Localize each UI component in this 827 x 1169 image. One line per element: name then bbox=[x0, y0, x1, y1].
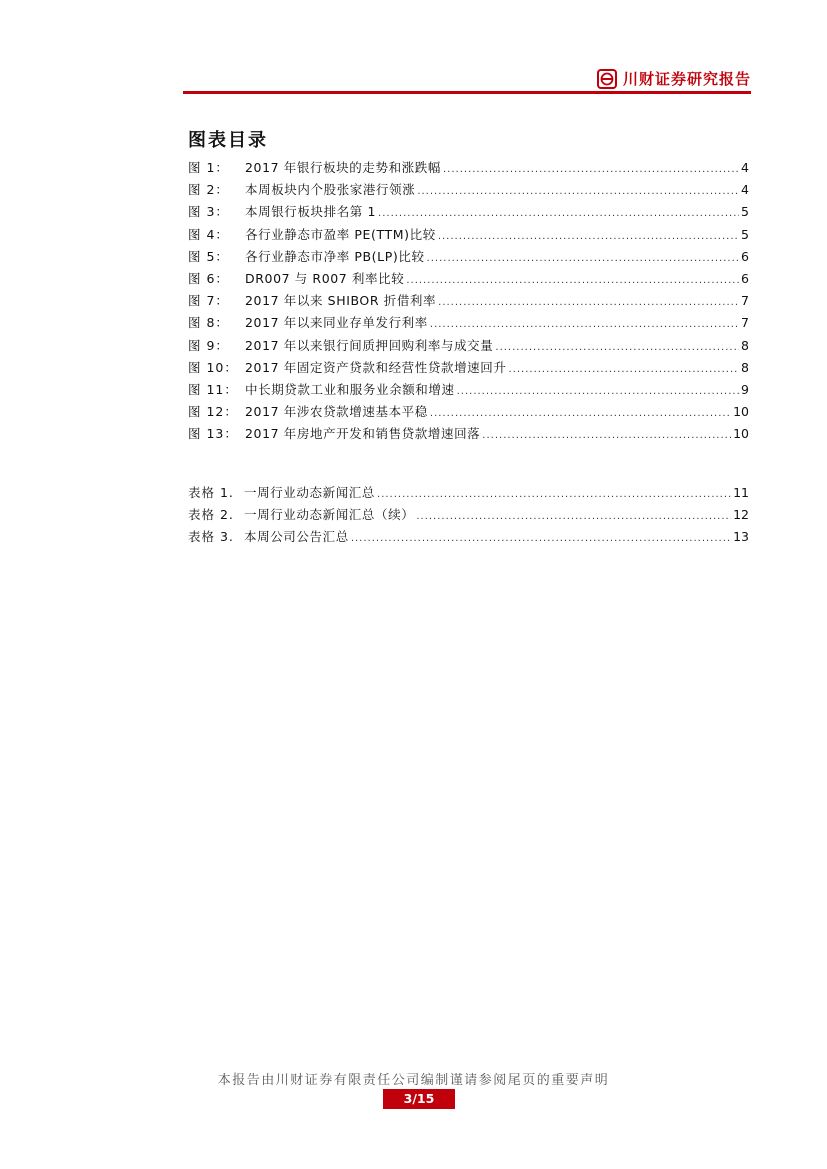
entry-page: 10 bbox=[733, 426, 749, 442]
entry-label: 图 1： bbox=[188, 160, 229, 175]
entry-label: 表格 1. bbox=[188, 485, 234, 500]
figure-entry[interactable] bbox=[188, 336, 749, 358]
page-number: 3/15 bbox=[383, 1089, 455, 1109]
entry-label: 图 4： bbox=[188, 226, 229, 242]
entry-label: 图 10： bbox=[188, 359, 238, 375]
entry-title: 2017 年以来同业存单发行利率 bbox=[245, 315, 428, 331]
entry-title: 本周银行板块排名第 1 bbox=[245, 204, 377, 220]
entry-label: 图 6： bbox=[188, 270, 229, 286]
entry-label: 图 8： bbox=[188, 315, 229, 331]
entry-page: 7 bbox=[741, 293, 749, 309]
entry-label: 图 2： bbox=[188, 182, 229, 198]
leader-dots bbox=[495, 342, 739, 353]
leader-dots bbox=[417, 186, 739, 197]
entry-page: 13 bbox=[733, 529, 749, 545]
table-entry[interactable] bbox=[188, 527, 749, 549]
entry-title: 2017 年固定资产贷款和经营性贷款增速回升 bbox=[245, 359, 507, 375]
entry-title: DR007 与 R007 利率比较 bbox=[245, 270, 405, 286]
entry-label: 图 12： bbox=[188, 404, 238, 420]
leader-dots bbox=[416, 511, 731, 522]
figure-entry[interactable] bbox=[188, 402, 749, 424]
leader-dots bbox=[427, 253, 740, 264]
leader-dots bbox=[482, 430, 731, 441]
entry-page: 8 bbox=[741, 337, 749, 353]
figure-entry[interactable] bbox=[188, 358, 749, 380]
entry-title: 2017 年以来 SHIBOR 折借利率 bbox=[245, 293, 437, 309]
toc-title: 图表目录 bbox=[188, 130, 268, 151]
table-list bbox=[188, 483, 749, 550]
entry-title: 一周行业动态新闻汇总（续） bbox=[244, 507, 415, 523]
figure-entry[interactable] bbox=[188, 424, 749, 446]
figure-entry[interactable] bbox=[188, 380, 749, 402]
entry-title: 本周板块内个股张家港行领涨 bbox=[245, 182, 416, 198]
entry-page: 12 bbox=[733, 507, 749, 523]
leader-dots bbox=[351, 533, 731, 544]
leader-dots bbox=[430, 319, 739, 330]
entry-page: 10 bbox=[733, 404, 749, 420]
table-entry[interactable] bbox=[188, 505, 749, 527]
entry-title: 2017 年银行板块的走势和涨跌幅 bbox=[245, 160, 441, 175]
brand bbox=[597, 68, 751, 89]
figure-entry[interactable] bbox=[188, 180, 749, 202]
page-header bbox=[183, 62, 751, 94]
leader-dots bbox=[378, 208, 739, 219]
entry-title: 本周公司公告汇总 bbox=[244, 529, 349, 545]
entry-label: 图 7： bbox=[188, 293, 229, 309]
figure-entry[interactable] bbox=[188, 247, 749, 269]
leader-dots bbox=[377, 489, 731, 500]
brand-name: 川财证券研究报告 bbox=[622, 70, 751, 88]
leader-dots bbox=[509, 364, 740, 375]
entry-page: 9 bbox=[741, 381, 749, 397]
leader-dots bbox=[443, 164, 739, 175]
entry-title: 各行业静态市盈率 PE(TTM)比较 bbox=[245, 226, 436, 242]
entry-label: 图 13： bbox=[188, 426, 238, 442]
figure-entry[interactable] bbox=[188, 269, 749, 291]
entry-page: 11 bbox=[733, 485, 749, 500]
entry-label: 图 11： bbox=[188, 381, 238, 397]
entry-label: 表格 3. bbox=[188, 529, 234, 545]
entry-page: 4 bbox=[741, 160, 749, 175]
figure-entry[interactable] bbox=[188, 225, 749, 247]
entry-page: 5 bbox=[741, 204, 749, 220]
leader-dots bbox=[406, 275, 739, 286]
figure-entry[interactable] bbox=[188, 291, 749, 313]
table-entry[interactable] bbox=[188, 483, 749, 505]
entry-label: 表格 2. bbox=[188, 507, 234, 523]
leader-dots bbox=[430, 408, 731, 419]
entry-label: 图 5： bbox=[188, 248, 229, 264]
figure-entry[interactable] bbox=[188, 313, 749, 335]
entry-page: 8 bbox=[741, 359, 749, 375]
figure-list bbox=[188, 158, 749, 446]
entry-title: 2017 年房地产开发和销售贷款增速回落 bbox=[245, 426, 481, 442]
entry-title: 各行业静态市净率 PB(LP)比较 bbox=[245, 248, 425, 264]
entry-page: 6 bbox=[741, 270, 749, 286]
entry-page: 7 bbox=[741, 315, 749, 331]
entry-label: 图 9： bbox=[188, 337, 229, 353]
figure-entry[interactable] bbox=[188, 202, 749, 224]
leader-dots bbox=[457, 386, 739, 397]
entry-title: 2017 年涉农贷款增速基本平稳 bbox=[245, 404, 428, 420]
chuancai-logo-icon bbox=[597, 69, 617, 89]
entry-title: 2017 年以来银行间质押回购利率与成交量 bbox=[245, 337, 494, 353]
figure-entry[interactable] bbox=[188, 158, 749, 180]
entry-page: 5 bbox=[741, 226, 749, 242]
entry-title: 一周行业动态新闻汇总 bbox=[244, 485, 376, 500]
header-rule bbox=[183, 91, 751, 94]
leader-dots bbox=[438, 297, 739, 308]
entry-page: 6 bbox=[741, 248, 749, 264]
entry-title: 中长期贷款工业和服务业余额和增速 bbox=[245, 381, 455, 397]
disclaimer-note: 本报告由川财证券有限责任公司编制谨请参阅尾页的重要声明 bbox=[217, 1073, 610, 1088]
entry-page: 4 bbox=[741, 182, 749, 198]
leader-dots bbox=[438, 231, 739, 242]
entry-label: 图 3： bbox=[188, 204, 229, 220]
